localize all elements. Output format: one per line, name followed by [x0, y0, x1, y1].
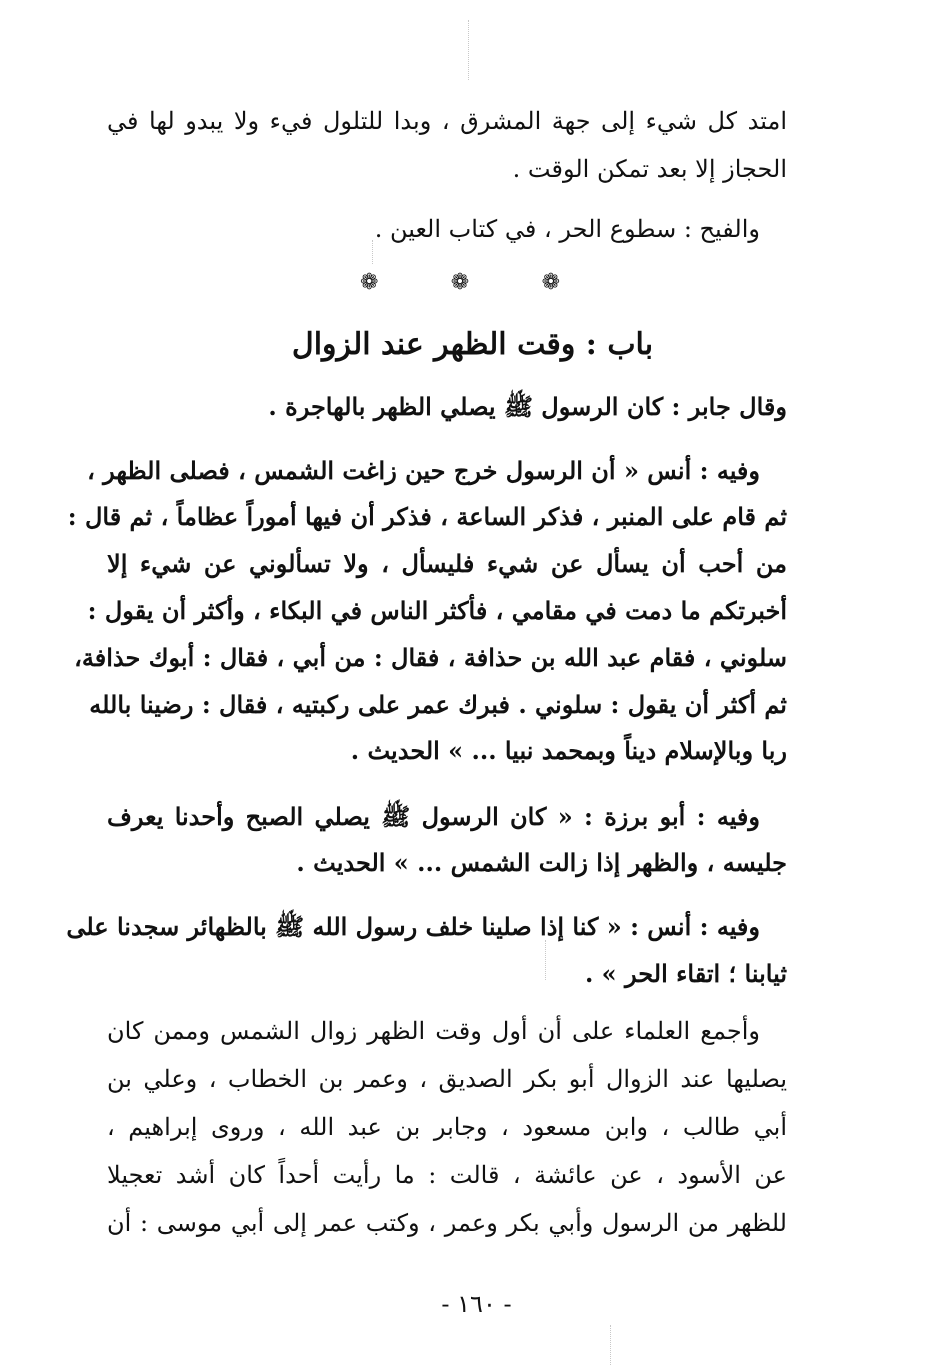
- star-ornament-icon: ❁: [360, 270, 379, 295]
- text-line: للظهر من الرسول وأبي بكر وعمر ، وكتب عمر إلى أبي موسى : أن: [107, 1209, 787, 1237]
- text-line: الحجاز إلا بعد تمكن الوقت .: [512, 155, 787, 183]
- star-ornament-icon: ❁: [541, 270, 560, 295]
- text-line: جليسه ، والظهر إذا زالت الشمس ... » الحديث .: [296, 848, 787, 877]
- text-line: ثيابنا ؛ اتقاء الحر » .: [584, 959, 787, 988]
- note-line: والفيح : سطوع الحر ، في كتاب العين .: [374, 215, 760, 243]
- text-line: يصليها عند الزوال أبو بكر الصديق ، وعمر بن الخطاب ، وعلي بن: [107, 1065, 787, 1093]
- scan-artifact: [468, 20, 469, 80]
- text-line: وفيه : أنس « أن الرسول خرج حين زاغت الشمس ، فصلى الظهر ،: [87, 456, 760, 485]
- scan-artifact: [610, 1325, 611, 1365]
- scan-artifact: [372, 240, 373, 264]
- text-line: ثم أكثر أن يقول : سلوني . فبرك عمر على ركبتيه ، فقال : رضينا بالله: [89, 690, 787, 719]
- text-line: وفيه : أنس : « كنا إذا صلينا خلف رسول الله ﷺ بالظهائر سجدنا على: [66, 912, 760, 941]
- text-line: أخبرتكم ما دمت في مقامي ، فأكثر الناس في البكاء ، وأكثر أن يقول :: [87, 596, 787, 625]
- jabir-line: وقال جابر : كان الرسول ﷺ يصلي الظهر بالهاجرة .: [268, 392, 787, 421]
- text-line: ثم قام على المنبر ، فذكر الساعة ، فذكر أن فيها أموراً عظاماً ، ثم قال :: [67, 502, 787, 531]
- text-line: وفيه : أبو برزة : « كان الرسول ﷺ يصلي الصبح وأحدنا يعرف: [107, 802, 760, 831]
- star-ornament-icon: ❁: [450, 270, 470, 295]
- scan-artifact: [545, 940, 546, 980]
- text-line: أبي طالب ، وابن مسعود ، وجابر بن عبد الله ، وروى إبراهيم ،: [107, 1113, 787, 1141]
- text-line: وأجمع العلماء على أن أول وقت الظهر زوال الشمس وممن كان: [107, 1017, 761, 1045]
- text-line: من أحب أن يسأل عن شيء فليسأل ، ولا تسألوني عن شيء إلا: [107, 549, 787, 578]
- text-line: امتد كل شيء إلى جهة المشرق ، وبدا للتلول فيء ولا يبدو لها في: [107, 107, 787, 135]
- page-number: - ١٦٠ -: [441, 1290, 512, 1318]
- text-line: ربا وبالإسلام ديناً وبمحمد نبيا ... » الحديث .: [350, 736, 787, 765]
- text-line: عن الأسود ، عن عائشة ، قالت : ما رأيت أحداً كان أشد تعجيلا: [107, 1161, 787, 1189]
- text-line: سلوني ، فقام عبد الله بن حذافة ، فقال : من أبي ، فقال : أبوك حذافة،: [74, 643, 787, 672]
- section-divider: [360, 270, 560, 295]
- chapter-title: باب : وقت الظهر عند الزوال: [291, 327, 654, 362]
